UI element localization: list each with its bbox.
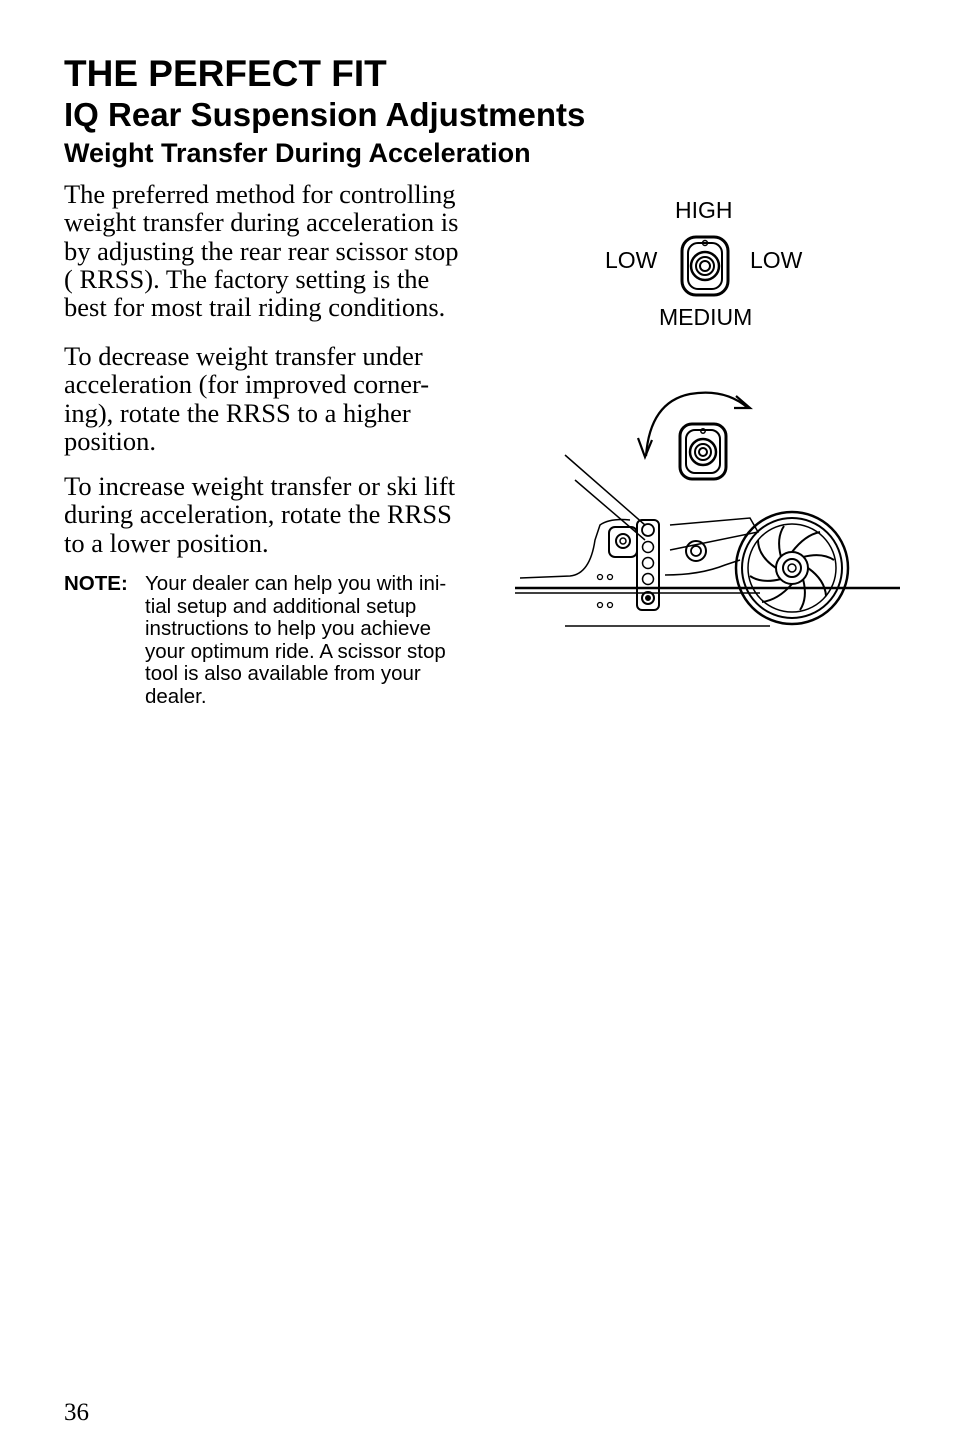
note-line: tool is also available from your — [145, 662, 421, 686]
paragraph-line: position. — [64, 425, 157, 456]
paragraph-line: To decrease weight transfer under — [64, 341, 423, 371]
paragraph-line: The preferred method for controlling — [64, 179, 456, 209]
position-label-low-left: LOW — [605, 247, 658, 273]
paragraph-increase-transfer — [64, 472, 484, 557]
note-line: instructions to help you achieve — [145, 617, 432, 641]
paragraph-line: ( RRSS). The factory setting is the — [64, 263, 430, 294]
page-number: 36 — [64, 1399, 89, 1426]
paragraph-line: to a lower position. — [64, 527, 269, 558]
subsection-title: IQ Rear Suspension Adjustments — [64, 96, 586, 133]
paragraph-line: ing), rotate the RRSS to a higher — [64, 397, 411, 428]
paragraph-line: by adjusting the rear rear scissor stop — [64, 235, 459, 266]
suspension-rail-illustration — [515, 455, 900, 626]
note-line: dealer. — [145, 684, 207, 708]
position-label-high: HIGH — [675, 197, 733, 223]
position-label-low-right: LOW — [750, 247, 803, 273]
note-line: your optimum ride. A scissor stop — [145, 639, 446, 663]
topic-title: Weight Transfer During Acceleration — [64, 138, 531, 168]
paragraph-line: best for most trail riding conditions. — [64, 292, 446, 323]
position-label-medium: MEDIUM — [659, 304, 753, 330]
paragraph-line: To increase weight transfer or ski lift — [64, 471, 456, 501]
paragraph-preferred-method — [64, 180, 484, 321]
paragraph-decrease-transfer — [64, 342, 484, 455]
section-title: THE PERFECT FIT — [64, 53, 387, 94]
note-line: tial setup and additional setup — [145, 594, 417, 618]
paragraph-line: acceleration (for improved corner- — [64, 369, 430, 400]
rrss-figure — [500, 180, 900, 650]
paragraph-line: weight transfer during acceleration is — [64, 207, 459, 238]
note-label: NOTE: — [64, 572, 128, 595]
note-text — [145, 573, 495, 709]
scissor-stop-icon — [682, 237, 728, 295]
scissor-stop-detail-icon — [680, 424, 726, 479]
figure-drawing — [500, 180, 900, 650]
note-line: Your dealer can help you with ini- — [145, 572, 447, 595]
paragraph-line: during acceleration, rotate the RRSS — [64, 499, 452, 530]
